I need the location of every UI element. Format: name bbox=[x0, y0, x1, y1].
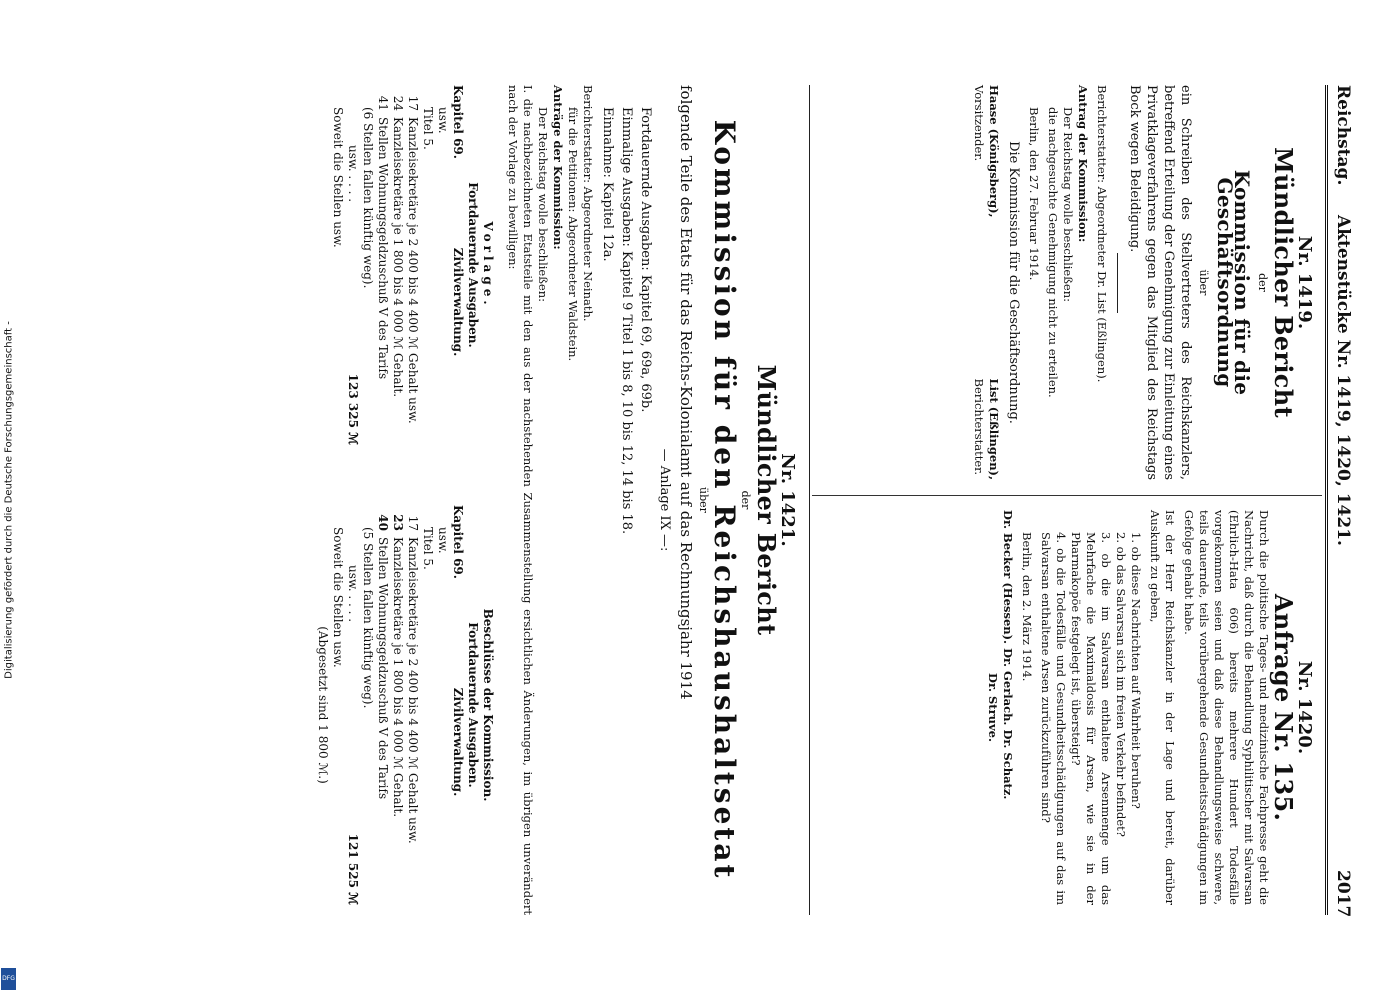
beschluesse-chapter: Kapitel 69. bbox=[451, 505, 465, 579]
table-row: 41 Stellen Wohnungsgeldzuschuß V des Tarifs bbox=[376, 95, 390, 380]
header-left: Reichstag. bbox=[1333, 85, 1353, 186]
right-column bbox=[981, 510, 1317, 905]
left-reporter: Berichterstatter: Abgeordneter Dr. List (Eßlingen). bbox=[1095, 85, 1109, 383]
header-rule bbox=[1325, 85, 1328, 915]
dfg-logo: DFG bbox=[1, 968, 16, 990]
question-item-3: 3. ob die im Salvarsan enthaltene Arsenmenge um das Mehrfache die Maximaldosis für Arsen, wie sie in der Pharmakopöe festgelegt ist, übersteigt? bbox=[1069, 532, 1113, 905]
section-1421 bbox=[165, 85, 800, 915]
vorlage-amount: 123 325 ℳ bbox=[346, 373, 360, 445]
sig-reporter-role: Berichterstatter. bbox=[972, 378, 986, 476]
bottom-petitions: für die Petitionen: Abgeordneter Waldstein. bbox=[566, 107, 580, 362]
vorlage-titel: Titel 5. bbox=[421, 107, 435, 150]
doc-number-1420: Nr. 1420. bbox=[1294, 660, 1315, 755]
bottom-motion-text: I. die nachbezeichneten Etatsteile mit den aus der nachstehenden Zusammenstellung ersichtlichen Änderungen, im übrigen unverändert nach der Vorlage zu bewilligen: bbox=[506, 85, 535, 915]
bottom-ueber: über bbox=[697, 487, 710, 513]
vorlage-table bbox=[330, 85, 495, 445]
vorlage-chapter: Kapitel 69. bbox=[451, 85, 465, 159]
beschluesse-subheading: Fortdauernde Ausgaben. bbox=[466, 622, 480, 788]
bottom-committee: Kommission für den Reichshaushaltsetat bbox=[708, 119, 741, 881]
table-row: 17 Kanzleisekretäre je 2 400 bis 4 400 ℳ Gehalt usw. bbox=[406, 515, 420, 844]
left-motion-head: Antrag der Kommission: bbox=[1076, 85, 1090, 243]
column-divider bbox=[812, 495, 1322, 496]
credit-text: Digitalisierung gefördert durch die Deutsche Forschungsgemeinschaft - bbox=[3, 321, 15, 679]
bottom-item-3: Einnahme: Kapitel 12a. bbox=[600, 107, 615, 262]
sig-reporter-name: List (Eßlingen), bbox=[987, 378, 1001, 480]
vorlage-note: (6 Stellen fallen künftig weg). bbox=[361, 107, 375, 289]
header-title: Aktenstücke Nr. 1419, 1420, 1421. bbox=[1333, 215, 1353, 546]
bottom-der: der bbox=[739, 490, 752, 510]
beschluesse-note: (5 Stellen fallen künftig weg). bbox=[361, 527, 375, 709]
vorlage-subheading: Fortdauernde Ausgaben. bbox=[466, 182, 480, 348]
question-item-4: 4. ob die Todesfälle und Gesundheitsschädigungen auf das im Salvarsan enthaltene Arsen zurückzuführen sind? bbox=[1039, 532, 1068, 905]
left-column bbox=[971, 85, 1317, 480]
bottom-item-1: Fortdauernde Ausgaben: Kapitel 69, 69a, 69b. bbox=[638, 107, 653, 413]
right-title: Anfrage Nr. 135. bbox=[1269, 593, 1298, 822]
left-closing: Die Kommission für die Geschäftsordnung. bbox=[1006, 141, 1021, 424]
left-motion-2: die nachgesuchte Genehmigung nicht zu erteilen. bbox=[1046, 107, 1060, 398]
bottom-title: Mündlicher Bericht bbox=[752, 364, 781, 636]
left-date: Berlin, den 27. Februar 1914. bbox=[1027, 107, 1041, 281]
beschluesse-titel: Titel 5. bbox=[421, 527, 435, 570]
doc-number-1419: Nr. 1419. bbox=[1294, 235, 1315, 330]
bottom-motions-head: Anträge der Kommission: bbox=[551, 85, 565, 250]
beschluesse-dept: Zivilverwaltung. bbox=[451, 687, 465, 797]
bottom-motion-intro: Der Reichstag wolle beschließen: bbox=[536, 107, 550, 302]
table-row: 40 Stellen Wohnungsgeldzuschuß V des Tarifs bbox=[376, 514, 390, 800]
left-signatures bbox=[971, 85, 1001, 480]
bottom-anlage: — Anlage IX —: bbox=[657, 448, 672, 552]
table-row: 24 Kanzleisekretäre je 1 800 bis 4 000 ℳ Gehalt. bbox=[391, 95, 405, 398]
left-body: ein Schreiben des Stellvertreters des Reichskanzlers, betreffend Erteilung der Genehmigung zur Einleitung eines Privatklageverfahrens gegen das Mitglied des Reichstags Bock wegen Beleidigung. bbox=[1127, 85, 1193, 480]
question-item-2: 2. ob das Salvarsan sich im freien Verkehr befindet? bbox=[1114, 532, 1128, 837]
table-row: 17 Kanzleisekretäre je 2 400 bis 4 400 ℳ Gehalt usw. bbox=[406, 95, 420, 424]
bottom-item-2: Einmalige Ausgaben: Kapitel 9 Titel 1 bis 8, 10 bis 12, 14 bis 18. bbox=[619, 107, 634, 535]
left-ueber: über bbox=[1197, 269, 1210, 296]
short-rule bbox=[1117, 253, 1118, 313]
vorlage-dept: Zivilverwaltung. bbox=[451, 247, 465, 357]
bottom-lede: folgende Teile des Etats für das Reichs-Kolonialamt auf das Rechnungsjahr 1914 bbox=[677, 85, 695, 700]
right-question: Ist der Herr Reichskanzler in der Lage und bereit, darüber Auskunft zu geben, bbox=[1148, 510, 1177, 905]
beschluesse-heading: Beschlüsse der Kommission. bbox=[481, 608, 495, 802]
beschluesse-usw2: usw. . . . . bbox=[346, 565, 360, 623]
document-page bbox=[115, 85, 1355, 918]
beschluesse-usw: usw. bbox=[436, 527, 450, 554]
beschluesse-amount: 121 525 ℳ bbox=[346, 833, 360, 905]
comparison-tables bbox=[165, 85, 495, 915]
vorlage-usw2: usw. . . . . bbox=[346, 145, 360, 203]
beschluesse-soweit: Soweit die Stellen usw. bbox=[331, 527, 345, 668]
beschluesse-abgesetzt: (Abgesetzt sind 1 800 ℳ.) bbox=[316, 626, 330, 784]
beschluesse-table bbox=[315, 505, 495, 905]
left-committee: Kommission für die Geschäftsordnung bbox=[1213, 169, 1254, 396]
doc-number-1421: Nr. 1421. bbox=[777, 453, 798, 547]
vorlage-usw: usw. bbox=[436, 107, 450, 134]
right-body: Durch die politische Tages- und medizinische Fachpresse geht die Nachricht, daß durch die Behandlung Syphilitischer mit Salvarsan (Ehrlich-Hata 606) bereits mehrere Hundert Todesfälle vorgekommen seien und daß diese Behandlungsweise schwere, teils dauernde, teils vorübergehende Gesundheitsschädigungen im Gefolge gehabt habe. bbox=[1182, 510, 1271, 905]
vorlage-soweit: Soweit die Stellen usw. bbox=[331, 107, 345, 248]
page-number: 2017 bbox=[1333, 870, 1353, 918]
left-motion-1: Der Reichstag wolle beschließen: bbox=[1061, 107, 1075, 302]
question-item-1: 1. ob diese Nachrichten auf Wahrheit beruhen? bbox=[1129, 532, 1143, 809]
sig-chair-name: Haase (Königsberg), bbox=[987, 85, 1001, 218]
right-signatures-1: Dr. Becker (Hessen). Dr. Gerlach. Dr. Schatz. bbox=[1001, 510, 1015, 800]
vorlage-heading: Vorlage. bbox=[481, 221, 495, 309]
digitization-credit bbox=[0, 0, 18, 1000]
sig-chair-role: Vorsitzender. bbox=[972, 85, 986, 162]
right-date: Berlin, den 2. März 1914. bbox=[1020, 532, 1034, 682]
left-der: der bbox=[1256, 273, 1269, 292]
right-signatures-2: Dr. Struve. bbox=[986, 672, 1000, 743]
table-row: 23 Kanzleisekretäre je 1 800 bis 4 000 ℳ Gehalt. bbox=[391, 514, 405, 818]
bottom-reporter: Berichterstatter: Abgeordneter Neinath. bbox=[581, 85, 595, 322]
section-rule bbox=[809, 85, 810, 915]
left-title: Mündlicher Bericht bbox=[1269, 147, 1298, 418]
